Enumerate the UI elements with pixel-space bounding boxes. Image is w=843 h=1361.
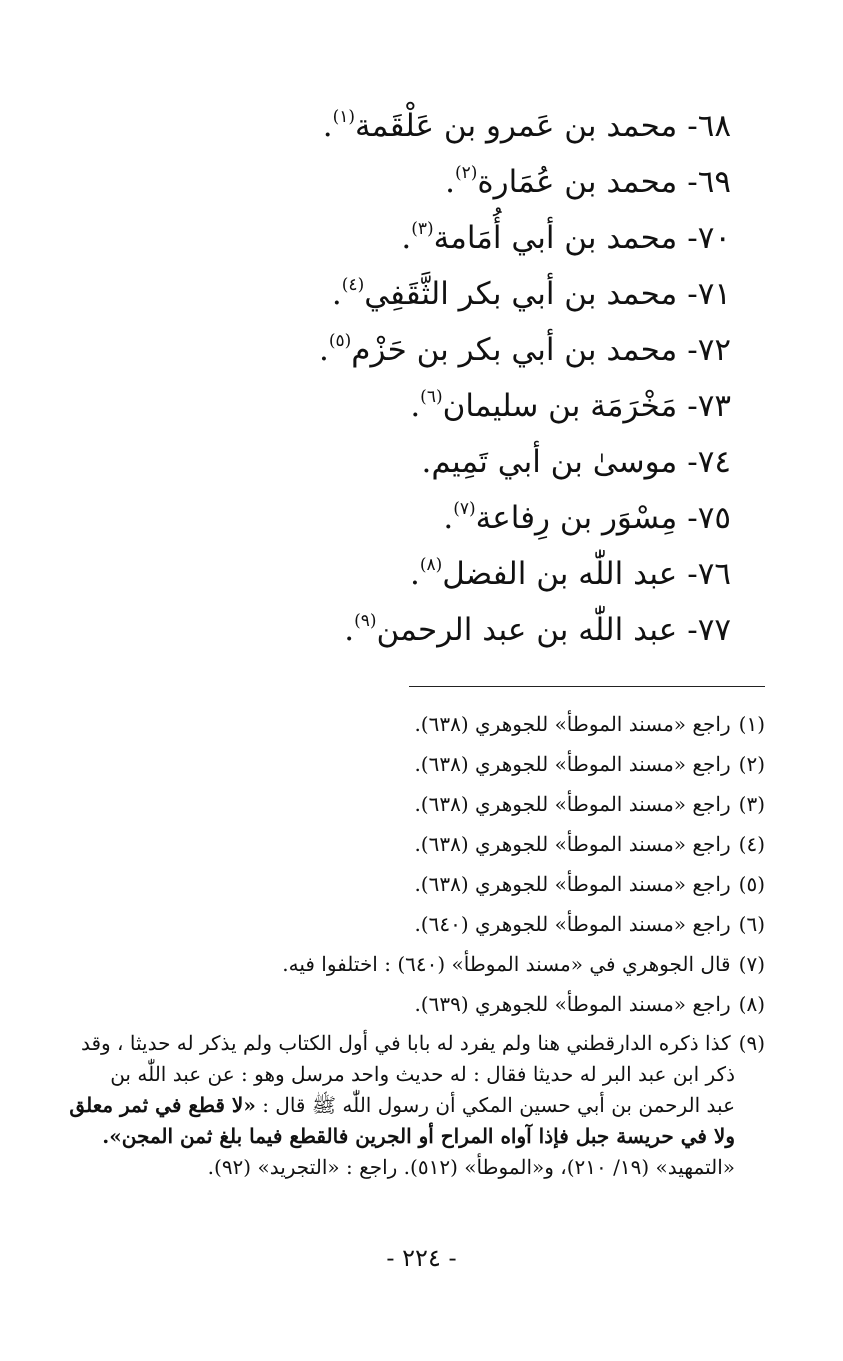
entry-number: ٦٨- [687,108,731,144]
footnote [20,864,765,904]
footnote-line [20,1090,765,1121]
entry-name: محمد بن عَمرو بن عَلْقَمة [355,108,678,144]
footnote-text: كذا ذكره الدارقطني هنا ولم يفرد له بابا في أول الكتاب ولم يذكر له حديثا ، وقد [80,1031,731,1055]
entry-number: ٧٢- [687,332,731,368]
entry-name: محمد بن أبي بكر الثَّقَفِي [364,276,678,312]
narrator-entry [211,378,731,434]
footnote-line [20,1121,765,1152]
footnote-ref[interactable]: (٤) [341,275,365,295]
footnote-text: راجع «مسند الموطأ» للجوهري (٦٣٨). [414,832,731,856]
footnote-ref[interactable]: (٢) [454,163,478,183]
footnote-number: (٨) [738,992,765,1016]
entry-name: مَخْرَمَة بن سليمان [442,388,678,424]
footnote-number: (٦) [738,912,765,936]
narrator-entry [211,210,731,266]
footnote [20,904,765,944]
entry-end: . [443,500,454,536]
footnote-number: (٧) [738,952,765,976]
footnote-number: (١) [738,712,765,736]
narrator-entry [211,490,731,546]
footnote-number: (٤) [738,832,765,856]
entry-name: موسىٰ بن أبي تَمِيم. [421,444,678,480]
footnote-number: (٥) [738,872,765,896]
entry-name: عبد اللّٰه بن الفضل [442,556,678,592]
narrator-entry [211,434,731,490]
narrator-entry [211,546,731,602]
entry-number: ٧١- [687,276,731,312]
narrator-entry [211,602,731,658]
entry-name: مِسْوَر بن رِفاعة [475,500,678,536]
footnote-text: راجع «مسند الموطأ» للجوهري (٦٣٨). [414,712,731,736]
footnote-divider [409,686,765,687]
narrator-list [211,98,731,658]
footnote-ref[interactable]: (٧) [453,499,476,519]
entry-end: . [318,332,329,368]
entry-end: . [331,276,342,312]
footnote-ref[interactable]: (١) [332,107,356,127]
footnote-ref[interactable]: (٣) [411,219,434,239]
narrator-entry [211,266,731,322]
entry-number: ٧٤- [687,444,731,480]
footnote-text: راجع «مسند الموطأ» للجوهري (٦٤٠). [414,912,731,936]
footnote [20,704,765,744]
footnote-ref[interactable]: (٥) [328,331,352,351]
footnote [20,984,765,1024]
footnote-text: عبد الرحمن بن أبي حسين المكي أن رسول اللّٰه ﷺ قال : [262,1093,735,1117]
entry-end: . [410,388,421,424]
hadith-quote: «لا قطع في ثمر معلق [69,1093,256,1117]
footnote [20,824,765,864]
footnote-text: راجع «مسند الموطأ» للجوهري (٦٣٨). [414,792,731,816]
footnote [20,744,765,784]
footnote-ref[interactable]: (٩) [354,611,377,631]
footnotes [20,704,765,1183]
footnote [20,784,765,824]
footnote-line: «التمهيد» (١٩/ ٢١٠)، و«الموطأ» (٥١٢). راجع : «التجريد» (٩٢). [207,1155,735,1179]
entry-end: . [322,108,333,144]
footnote-number: (٩) [738,1031,765,1055]
narrator-entry [211,98,731,154]
entry-number: ٧٥- [687,500,731,536]
entry-name: عبد اللّٰه بن عبد الرحمن [376,612,678,648]
entry-name: محمد بن أبي بكر بن حَزْم [351,332,678,368]
footnote-ref[interactable]: (٦) [420,387,443,407]
entry-number: ٧٦- [687,556,731,592]
narrator-entry [211,154,731,210]
footnote-number: (٢) [738,752,765,776]
entry-name: محمد بن أبي أُمَامة [433,220,678,256]
footnote-long [20,1024,765,1183]
footnote-text: راجع «مسند الموطأ» للجوهري (٦٣٨). [414,872,731,896]
narrator-entry [211,322,731,378]
page-number: - ٢٢٤ - [386,1244,457,1272]
hadith-quote: ولا في حريسة جبل فإذا آواه المراح أو الجرين فالقطع فيما بلغ ثمن المجن». [102,1124,735,1148]
footnote-text: قال الجوهري في «مسند الموطأ» (٦٤٠) : اختلفوا فيه. [282,952,731,976]
entry-end: . [409,556,420,592]
entry-number: ٧٣- [687,388,731,424]
entry-end: . [445,164,455,200]
entry-end: . [344,612,355,648]
footnote-text: راجع «مسند الموطأ» للجوهري (٦٣٩). [414,992,731,1016]
footnote-ref[interactable]: (٨) [419,555,443,575]
entry-number: ٧٧- [687,612,731,648]
footnote-line [20,1028,765,1059]
footnote [20,944,765,984]
footnote-text: راجع «مسند الموطأ» للجوهري (٦٣٨). [414,752,731,776]
footnote-line: ذكر ابن عبد البر له حديثا فقال : له حديث واحد مرسل وهو : عن عبد اللّٰه بن [110,1062,735,1086]
footnote-number: (٣) [738,792,765,816]
entry-name: محمد بن عُمَارة [477,164,678,200]
entry-number: ٧٠- [687,220,731,256]
entry-number: ٦٩- [687,164,731,200]
entry-end: . [401,220,412,256]
